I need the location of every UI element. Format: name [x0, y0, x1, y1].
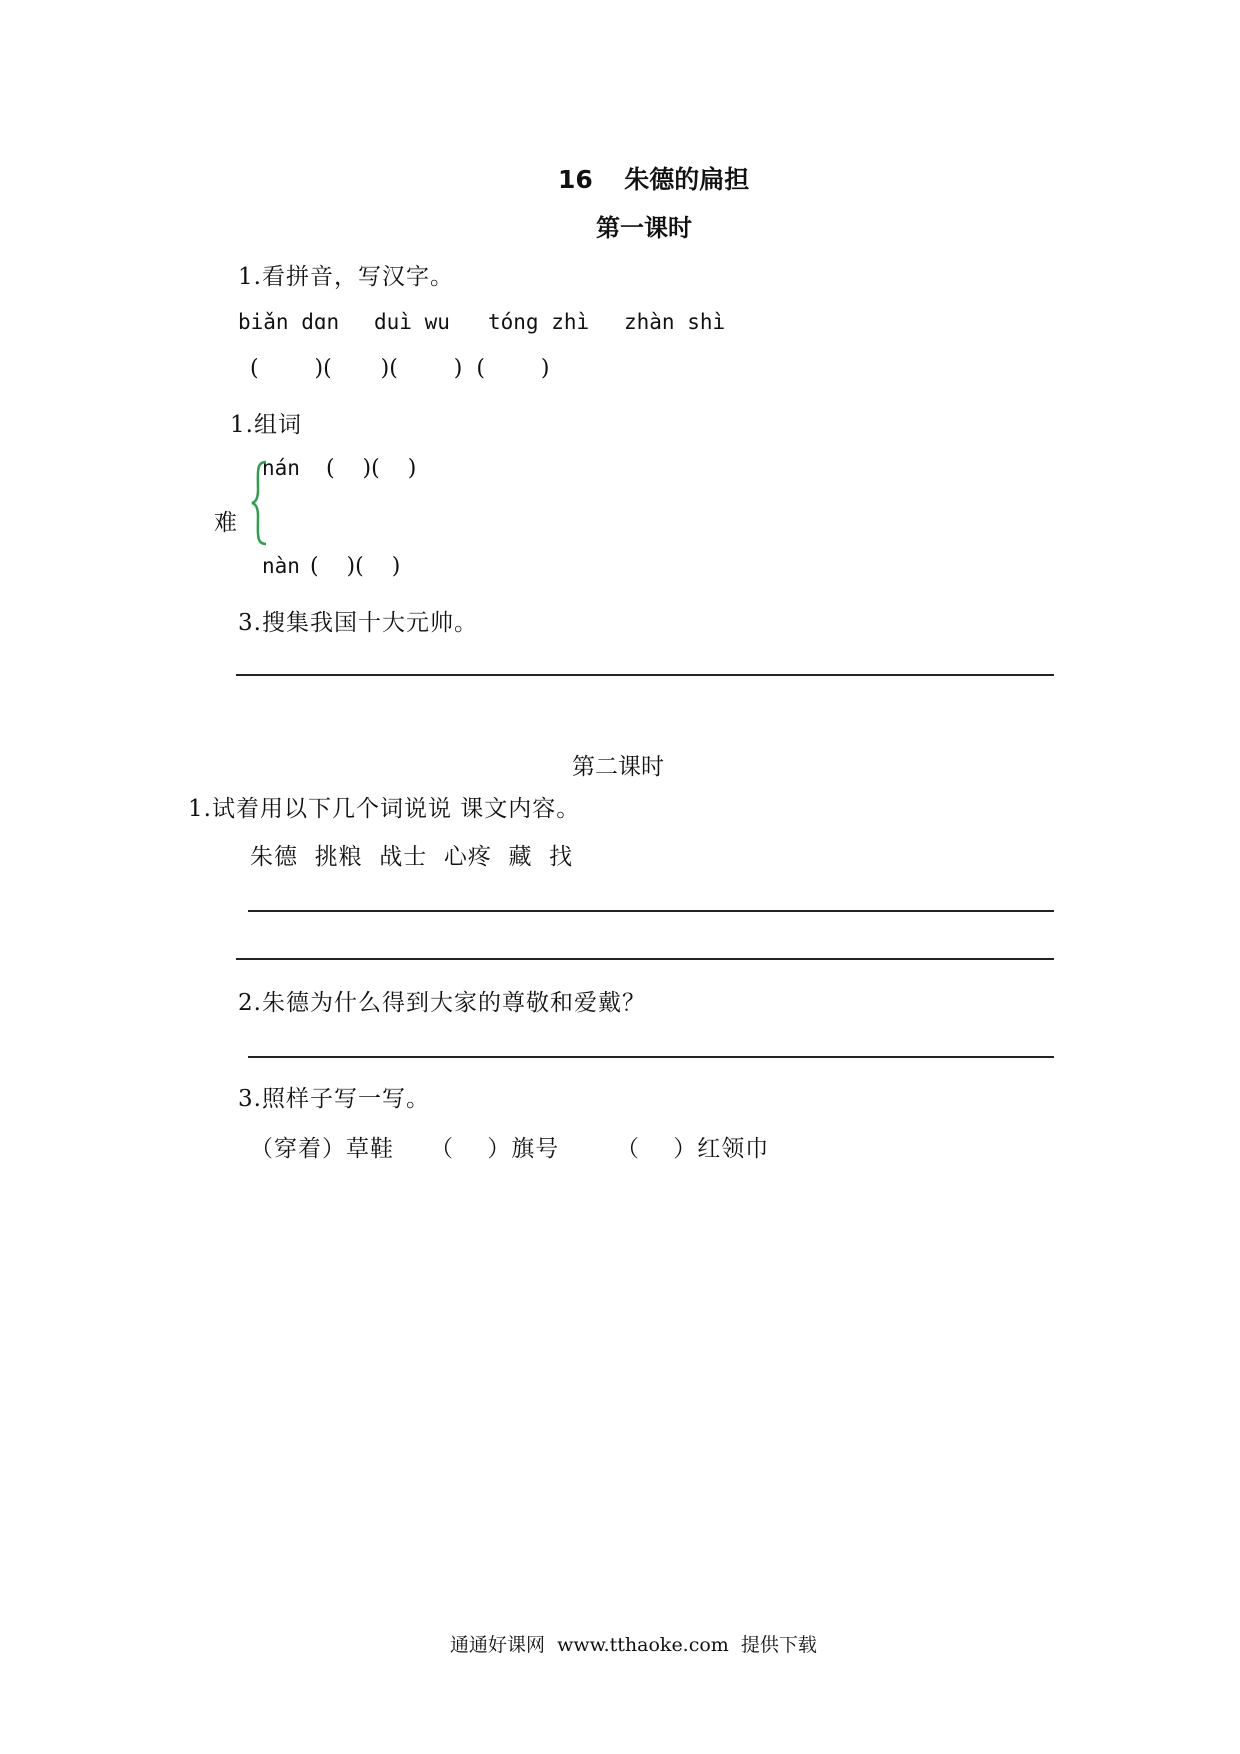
l2-q3-prompt: 3.照样子写一写。 [238, 1086, 430, 1112]
l1-q2-prompt: 1.组词 [230, 412, 302, 438]
l2-q2-prompt: 2.朱德为什么得到大家的尊敬和爱戴？ [238, 990, 646, 1016]
l1-q3-prompt: 3.搜集我国十大元帅。 [238, 610, 478, 636]
reading-nan-2: nán [262, 456, 300, 480]
example-2[interactable]: （ ）旗号 [430, 1136, 560, 1162]
character-nan: 难 [214, 510, 238, 536]
pinyin-2: duì wu [374, 310, 450, 334]
l2-q1-answer-line-1[interactable] [248, 910, 1054, 912]
lesson2-heading: 第二课时 [572, 754, 664, 780]
reading2-blanks[interactable]: ( )( ) [310, 554, 401, 579]
lesson-title [558, 160, 749, 196]
page-footer: 通通好课网 www.tthaoke.com 提供下载 [450, 1634, 817, 1656]
reading-nan-4: nàn [262, 554, 300, 578]
lesson-number: 16 [558, 165, 593, 194]
l2-q1-answer-line-2[interactable] [236, 958, 1054, 960]
pinyin-4: zhàn shì [624, 310, 726, 334]
lesson-name: 朱德的扁担 [624, 165, 750, 194]
pinyin-3: tóng zhì [488, 310, 590, 334]
reading1-blanks[interactable]: ( )( ) [326, 456, 417, 481]
l2-q1-words: 朱德 挑粮 战士 心疼 藏 找 [250, 844, 574, 870]
example-3[interactable]: （ ）红领巾 [616, 1136, 770, 1162]
l1-q3-answer-line[interactable] [236, 674, 1054, 676]
l2-q2-answer-line[interactable] [248, 1056, 1054, 1058]
l2-q1-prompt: 1.试着用以下几个词说说 课文内容。 [188, 796, 581, 822]
example-1: （穿着）草鞋 [250, 1136, 394, 1162]
l1-q1-blanks[interactable]: ( )( )( ) ( ) [250, 356, 550, 381]
l1-q1-prompt: 1.看拼音，写汉字。 [238, 264, 454, 290]
lesson1-heading: 第一课时 [596, 214, 692, 242]
pinyin-1: biǎn dɑn [238, 310, 340, 334]
